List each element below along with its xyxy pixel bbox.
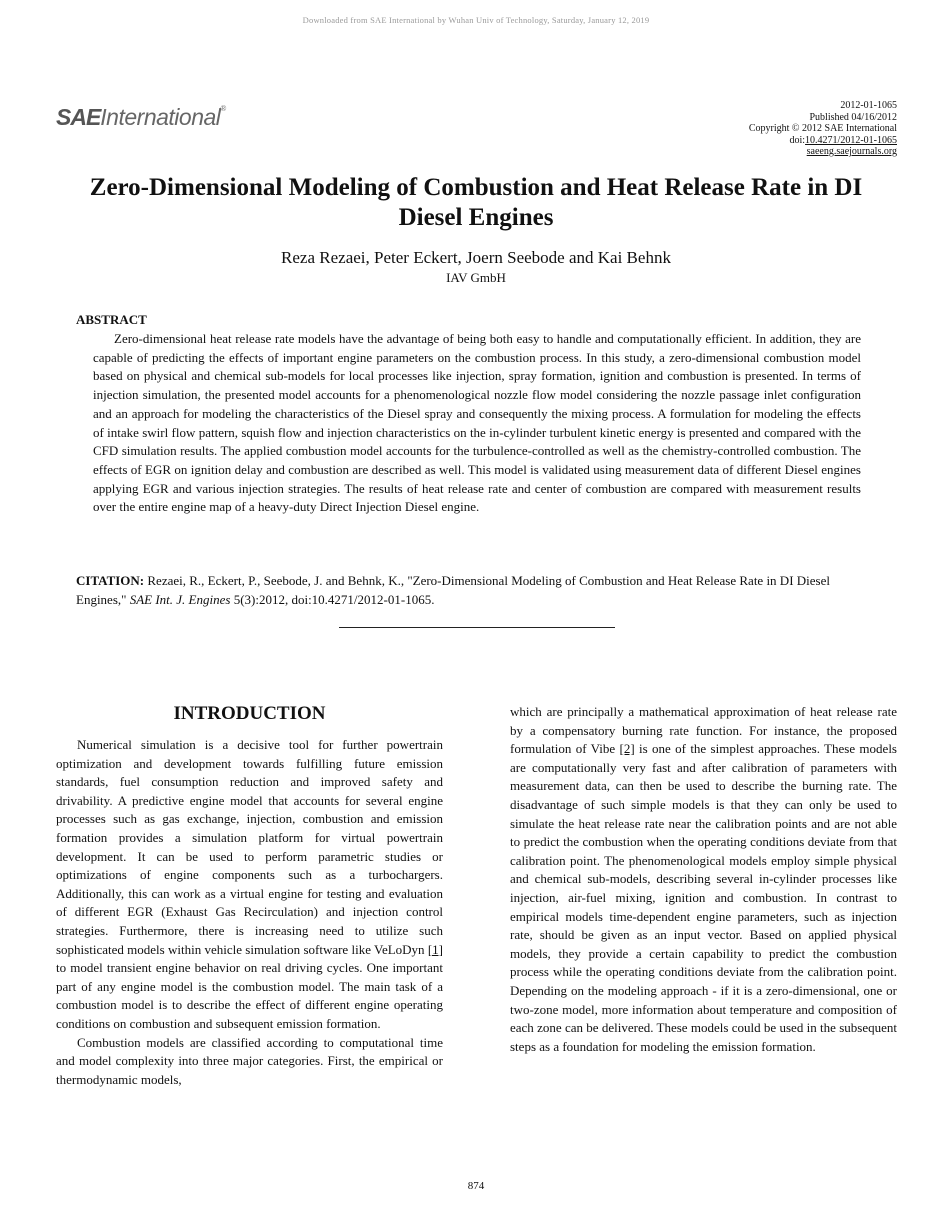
journal-site-link[interactable]: saeeng.saejournals.org: [806, 146, 897, 157]
left-column: [56, 736, 443, 1089]
citation: [76, 572, 856, 609]
copyright: Copyright © 2012 SAE International: [748, 123, 897, 134]
citation-journal: SAE Int. J. Engines: [129, 591, 231, 607]
doi-prefix: doi:: [789, 134, 806, 146]
right-column: [510, 703, 897, 1056]
intro-paragraph-2-continued: [510, 703, 897, 1056]
intro-paragraph-1: [56, 736, 443, 1034]
introduction-heading: INTRODUCTION: [173, 703, 326, 724]
doi-line: [749, 135, 897, 147]
published-date: Published 04/16/2012: [809, 111, 897, 123]
intro-paragraph-2: Combustion models are classified according to computational time and model complexity into three major categories. First, the empirical or thermodynamic models,: [56, 1034, 443, 1087]
citation-text: Rezaei, R., Eckert, P., Seebode, J. and Behnk, K., "Zero-Dimensional Modeling of Combustion and Heat Release Rate in DI Diesel Engines,": [76, 573, 830, 607]
page-number: 874: [467, 1180, 485, 1192]
intro-p1-text-a: Numerical simulation is a decisive tool for further powertrain optimization and development towards fulfilling future emission standards, fuel consumption reduction and improved safety and drivability. A predictive engine model that accounts for several engine processes such as gas exchange, injection, combustion and emission formation provides a simulation platform for virtual powertrain development. It can be used to perform parametric studies or optimizations of engine components such as a turbochargers. Additionally, this can work as a virtual engine for testing and evaluation of different EGR (Exhaust Gas Recirculation) and injection control strategies. Furthermore, there is increasing need to utilize such sophisticated models within vehicle simulation software like VeLoDyn: [56, 737, 443, 957]
intro-p1-text-b: to model transient engine behavior on real driving cycles. One important part of any engine model is the combustion model. The main task of a combustion model is to describe the effect of different engine operating conditions on combustion and subsequent emission formation.: [56, 960, 443, 1031]
abstract-heading: ABSTRACT: [76, 312, 147, 327]
logo-sae: SAE: [56, 104, 101, 130]
affiliation: IAV GmbH: [446, 270, 506, 285]
abstract-text: Zero-dimensional heat release rate models have the advantage of being both easy to handle and computationally efficient. In addition, they are capable of predicting the effects of important engine parameters on the combustion process. In this study, a zero-dimensional combustion model based on physical and chemical sub-models for local processes like injection, spray formation, ignition and combustion is presented. In terms of injection simulation, the presented model accounts for a phenomenological nozzle flow model considering the nozzle passage inlet configuration and an approach for modeling the characteristics of the Diesel spray and consequently the mixing process. A formulation for modeling the effects of intake swirl flow pattern, squish flow and injection characteristics on the in-cylinder turbulent kinetic energy is presented and compared with the CFD simulation results. The applied combustion model accounts for the turbulence-controlled as well as the chemistry-controlled combustion. The effects of EGR on ignition delay and combustion are described as well. This model is validated using measurement data of different Diesel engines applying EGR and various injection strategies. The results of heat release rate and center of combustion are compared with measurement results over the entire engine map of a heavy-duty Direct Injection Diesel engine.: [93, 331, 861, 515]
paper-title: Zero-Dimensional Modeling of Combustion and Heat Release Rate in DI Diesel Engines: [89, 174, 863, 231]
paper-meta: [749, 100, 897, 158]
reference-link-2[interactable]: [2]: [619, 741, 635, 757]
right-text-b: is one of the simplest approaches. These models are computationally very fast and after calibration of parameters with measurement data, can then be used to describe the burning rate. The disadvantage of such simple models is that they can only be used to simulate the heat release rate near the calibration points and are not able to predict the combustion when the operating conditions deviate from that calibration point. The phenomenological models employ simple physical and chemical sub-models, describing several in-cylinder processes like injection, air-fuel mixing, ignition and combustion. In contrast to empirical models time-dependent engine parameters, such as injection rate, should be given as an input vector. Based on applied physical models, they provide a certain capability to predict the combustion process while the operating conditions deviate from the calibration point. Depending on the modeling approach - if it is a zero-dimensional, one or two-zone model, more information about temperature and composition of each zone can be delivered. These models could be used in the subsequent steps as a foundation for modeling the emission formation.: [510, 741, 897, 1054]
citation-volume: 5(3):2012, doi:10.4271/2012-01-1065.: [230, 591, 435, 607]
download-note: Downloaded from SAE International by Wuhan Univ of Technology, Saturday, January 12, 2019: [302, 15, 650, 25]
authors: Reza Rezaei, Peter Eckert, Joern Seebode and Kai Behnk: [281, 248, 671, 267]
reference-link-1[interactable]: [1]: [427, 941, 443, 957]
logo-international: International: [100, 104, 221, 130]
right-text-a: which are principally a mathematical approximation of heat release rate by a compensatory burning rate function. For instance, the proposed formulation of Vibe: [510, 704, 897, 757]
citation-label: CITATION:: [76, 573, 145, 588]
doi-link[interactable]: 10.4271/2012-01-1065: [805, 134, 897, 146]
divider: [339, 627, 615, 628]
sae-international-logo: [56, 104, 226, 131]
logo-registered-mark: ®: [220, 104, 227, 113]
paper-number: 2012-01-1065: [840, 100, 897, 111]
